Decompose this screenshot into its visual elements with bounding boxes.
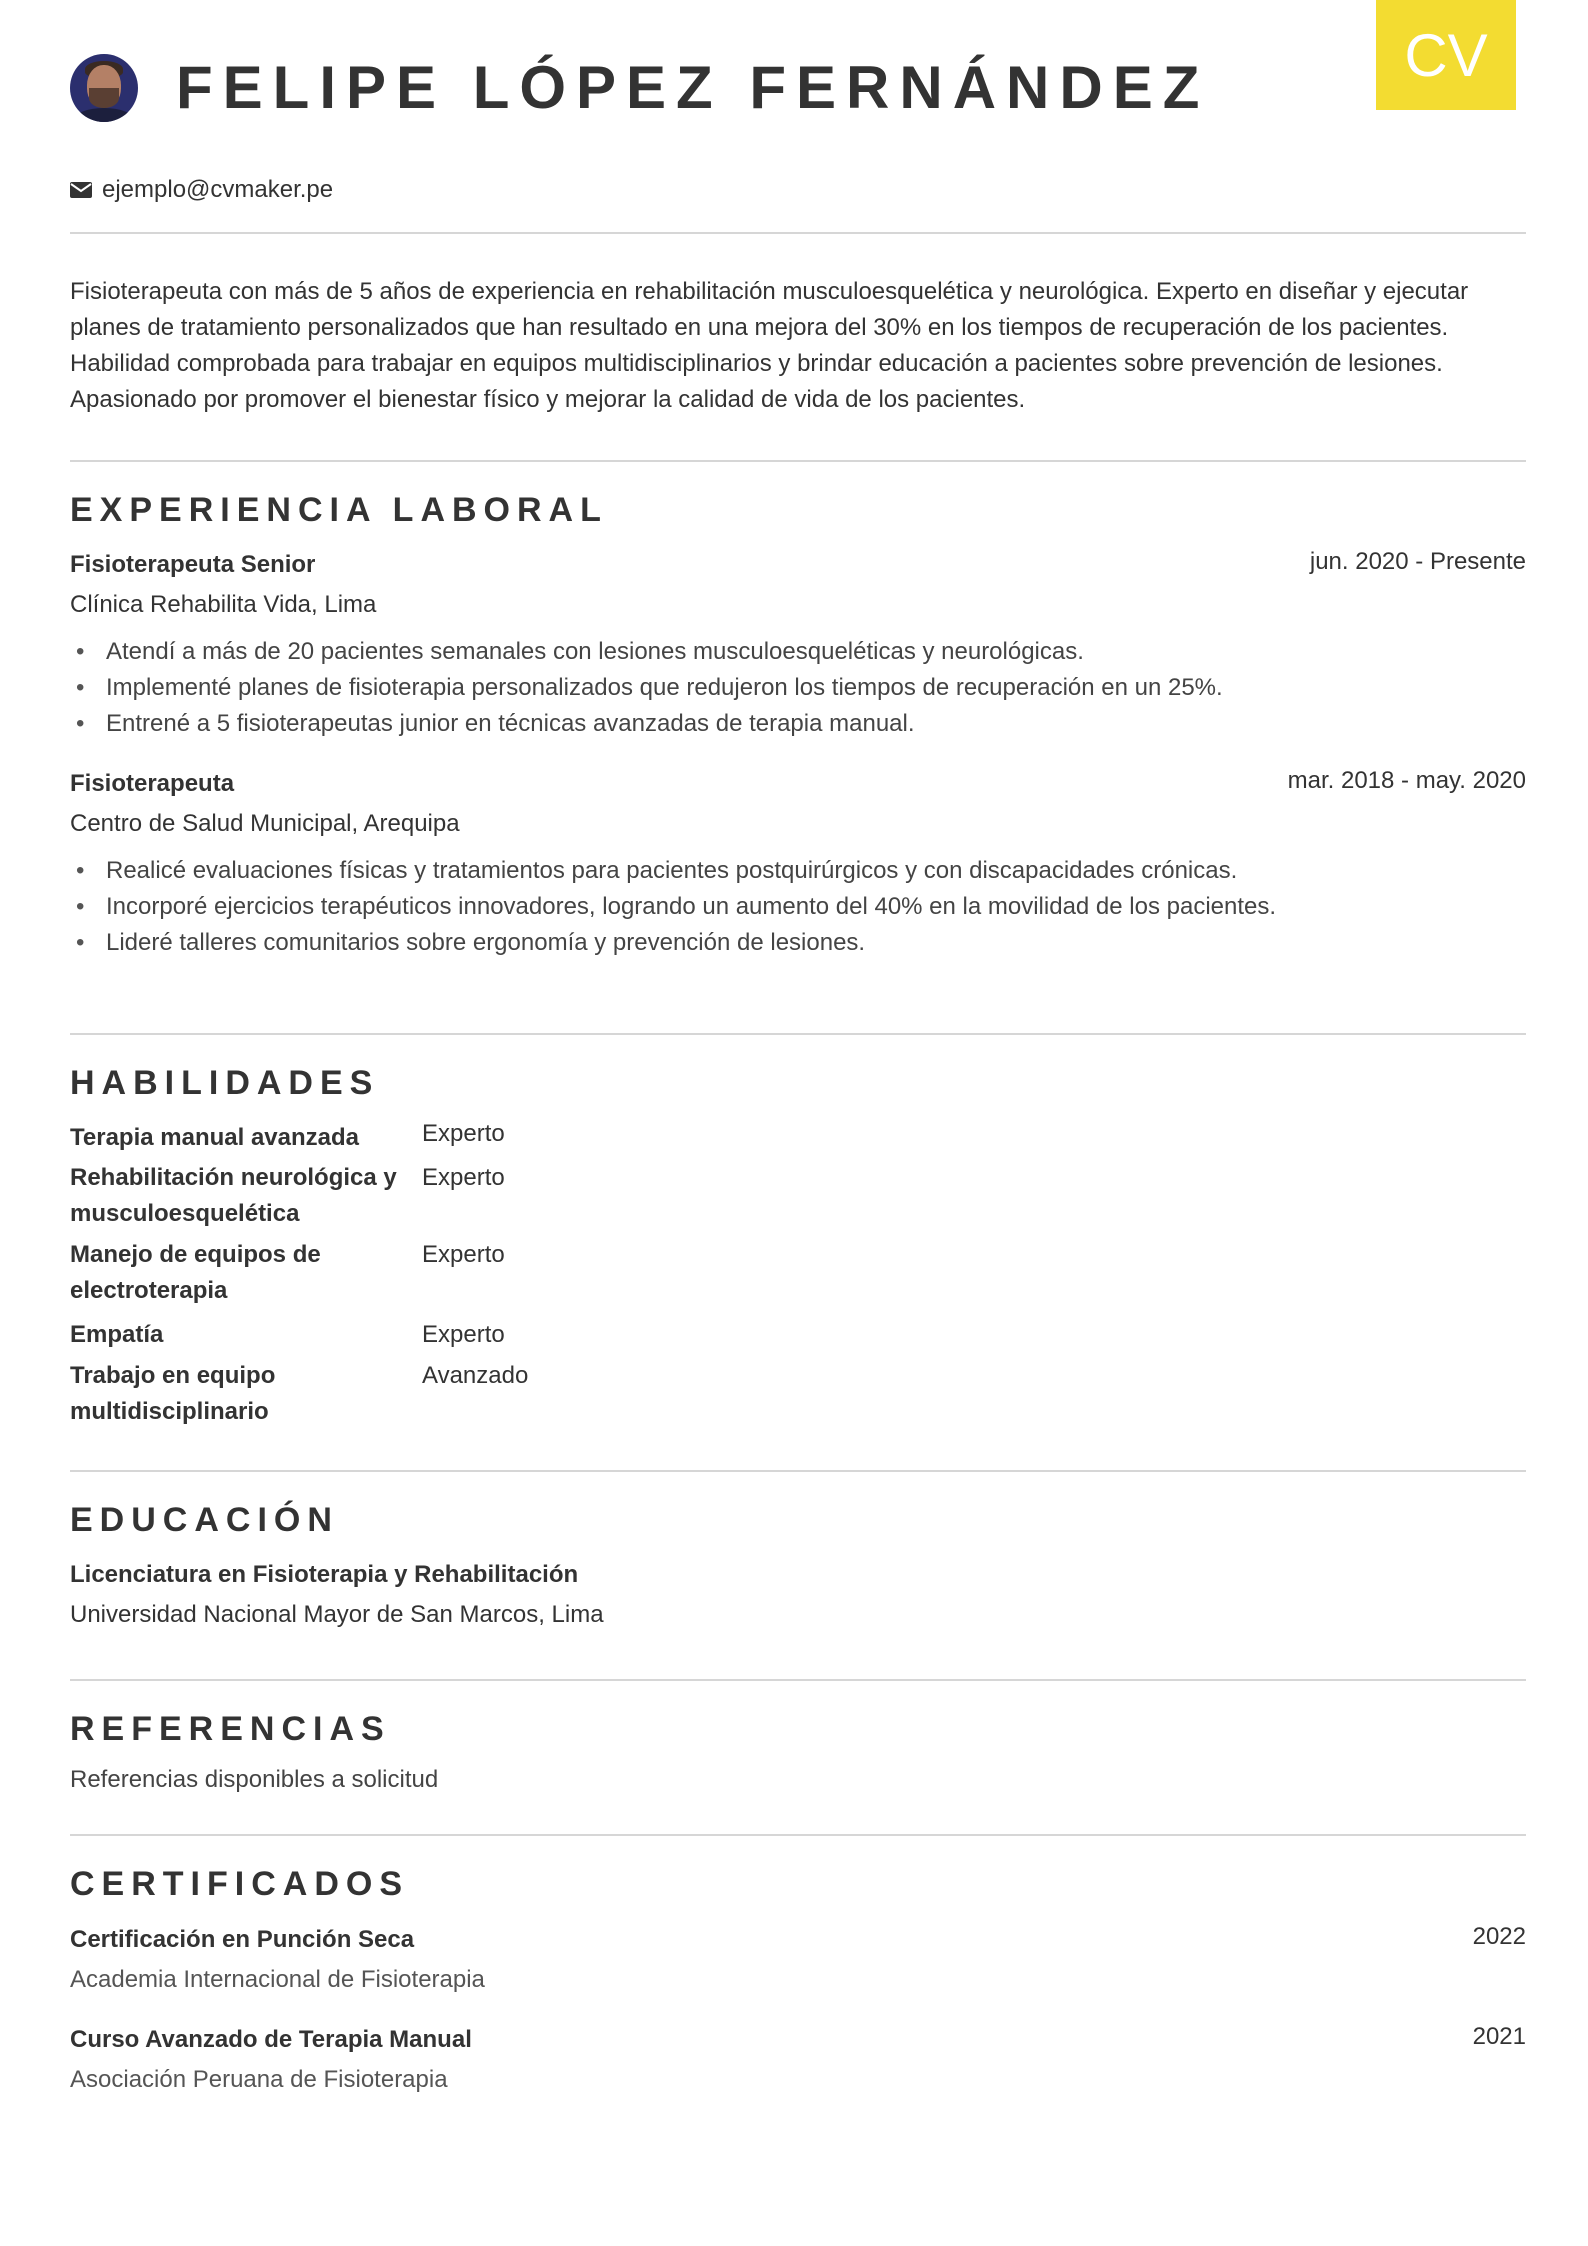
list-item: • Lideré talleres comunitarios sobre ergonomía y prevención de lesiones.	[70, 925, 1300, 961]
skill-level: Avanzado	[422, 1362, 529, 1389]
avatar-shirt	[74, 108, 134, 122]
skill-name: Empatía	[70, 1321, 164, 1348]
section-title-certificates: CERTIFICADOS	[70, 1865, 409, 1903]
certificate-title: Curso Avanzado de Terapia Manual	[70, 2026, 472, 2053]
contact-email[interactable]	[70, 176, 333, 204]
list-item: • Atendí a más de 20 pacientes semanales con lesiones musculoesqueléticas y neurológicas.	[70, 634, 1300, 670]
skill-name: Manejo de equipos de electroterapia	[70, 1241, 321, 1304]
list-item: • Realicé evaluaciones físicas y tratamientos para pacientes postquirúrgicos y con discapacidades crónicas.	[70, 853, 1300, 889]
divider	[70, 1470, 1526, 1472]
cv-badge: CV	[1376, 0, 1516, 110]
skill-name: Terapia manual avanzada	[70, 1124, 360, 1151]
job-bullets	[70, 853, 1300, 961]
divider	[70, 1033, 1526, 1035]
certificate-year: 2021	[1472, 2023, 1526, 2050]
envelope-icon	[70, 182, 92, 198]
skill-level: Experto	[422, 1241, 505, 1268]
divider	[70, 460, 1526, 462]
skill-level: Experto	[422, 1164, 505, 1191]
references-text: Referencias disponibles a solicitud	[70, 1766, 439, 1793]
job-date: jun. 2020 - Presente	[1309, 548, 1526, 575]
profile-summary: Fisioterapeuta con más de 5 años de experiencia en rehabilitación musculoesquelética y neurológica. Experto en diseñar y ejecutar planes de tratamiento personalizados que han resultado en una mejora del 30% en los tiempos de recuperación de los pacientes. Habilidad comprobada para trabajar en equipos multidisciplinarios y brindar educación a pacientes sobre prevención de lesiones. Apasionado por promover el bienestar físico y mejorar la calidad de vida de los pacientes.	[70, 278, 1469, 413]
certificate-title: Certificación en Punción Seca	[70, 1926, 415, 1953]
avatar-beard	[89, 88, 119, 108]
email-text[interactable]: ejemplo@cvmaker.pe	[102, 176, 334, 203]
candidate-name: FELIPE LÓPEZ FERNÁNDEZ	[176, 54, 1210, 121]
divider	[70, 1679, 1526, 1681]
job-date: mar. 2018 - may. 2020	[1287, 767, 1526, 794]
section-title-references: REFERENCIAS	[70, 1710, 391, 1748]
section-title-skills: HABILIDADES	[70, 1064, 380, 1102]
list-item: • Incorporé ejercicios terapéuticos innovadores, logrando un aumento del 40% en la movilidad de los pacientes.	[70, 889, 1300, 925]
list-item: • Implementé planes de fisioterapia personalizados que redujeron los tiempos de recuperación en un 25%.	[70, 670, 1300, 706]
certificate-organization: Academia Internacional de Fisioterapia	[70, 1966, 485, 1993]
list-item: • Entrené a 5 fisioterapeutas junior en técnicas avanzadas de terapia manual.	[70, 706, 1300, 742]
section-title-experience: EXPERIENCIA LABORAL	[70, 491, 608, 529]
job-title: Fisioterapeuta Senior	[70, 551, 316, 578]
job-organization: Centro de Salud Municipal, Arequipa	[70, 810, 460, 837]
divider	[70, 1834, 1526, 1836]
certificate-year: 2022	[1472, 1923, 1526, 1950]
skill-level: Experto	[422, 1120, 505, 1147]
divider	[70, 232, 1526, 234]
section-title-education: EDUCACIÓN	[70, 1501, 339, 1539]
degree-title: Licenciatura en Fisioterapia y Rehabilitación	[70, 1561, 579, 1588]
skill-level: Experto	[422, 1321, 505, 1348]
job-bullets	[70, 634, 1300, 742]
skill-name: Rehabilitación neurológica y musculoesquelética	[70, 1164, 397, 1227]
skill-name: Trabajo en equipo multidisciplinario	[70, 1362, 276, 1425]
job-organization: Clínica Rehabilita Vida, Lima	[70, 591, 377, 618]
school-name: Universidad Nacional Mayor de San Marcos, Lima	[70, 1601, 604, 1628]
avatar	[70, 54, 138, 122]
certificate-organization: Asociación Peruana de Fisioterapia	[70, 2066, 448, 2093]
job-title: Fisioterapeuta	[70, 770, 235, 797]
